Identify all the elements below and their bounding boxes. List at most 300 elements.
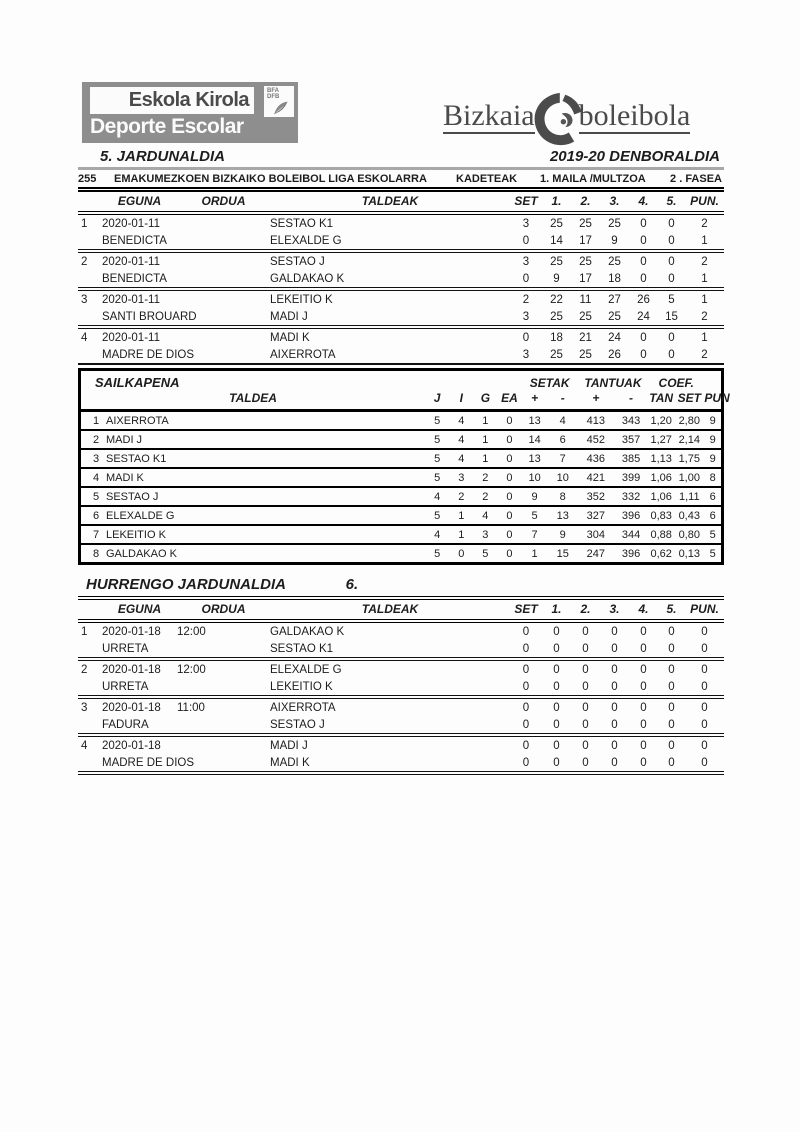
team-rank: 7 xyxy=(93,529,100,541)
home-points: 2 xyxy=(701,218,708,230)
match-venue: MADRE DE DIOS xyxy=(102,349,195,361)
team-name: MADI K xyxy=(106,472,144,484)
league-phase: 2 . FASEA xyxy=(670,173,722,185)
home-set3: 0 xyxy=(611,740,618,752)
match-venue: FADURA xyxy=(102,719,149,731)
cell-pun: 9 xyxy=(709,434,716,446)
cell-sets-plus: 7 xyxy=(531,529,538,541)
bizkaia-text: Bizkaia xyxy=(443,98,535,132)
match-time xyxy=(177,289,270,308)
away-team: ELEXALDE G xyxy=(270,235,342,247)
standings-row xyxy=(80,487,723,506)
cell-sets-plus: 10 xyxy=(528,472,541,484)
team-name: ELEXALDE G xyxy=(106,510,175,522)
away-team: GALDAKAO K xyxy=(270,273,345,285)
cell-empty xyxy=(78,270,102,289)
cell-coef-set: 0,13 xyxy=(678,548,700,560)
team-rank: 5 xyxy=(93,491,100,503)
match-number: 4 xyxy=(81,740,88,752)
cell-pun: 6 xyxy=(709,491,716,503)
match-away-row xyxy=(78,754,724,773)
match-number: 1 xyxy=(81,218,88,230)
next-header-row xyxy=(78,598,724,621)
cell-sets-minus: 4 xyxy=(559,415,566,427)
away-set2: 0 xyxy=(582,757,589,769)
cell-coef-tan: 1,27 xyxy=(650,434,672,446)
standings-row xyxy=(80,468,723,487)
team-rank: 8 xyxy=(93,548,100,560)
cell-pun: 5 xyxy=(709,529,716,541)
match-home-row xyxy=(78,697,724,716)
away-set2: 17 xyxy=(579,235,592,247)
away-set5: 0 xyxy=(668,643,675,655)
home-set1: 25 xyxy=(550,218,563,230)
cell-coef-tan: 0,83 xyxy=(650,510,672,522)
cell-g: 3 xyxy=(482,529,489,541)
col-ea: EA xyxy=(501,391,518,405)
away-points: 1 xyxy=(701,273,708,285)
away-points: 0 xyxy=(701,719,708,731)
standings-title: SAILKAPENA xyxy=(95,375,180,390)
bizkaia-emblem-icon xyxy=(531,90,585,148)
cell-empty xyxy=(78,678,102,697)
col-set2: 2. xyxy=(580,194,591,208)
eskola-kirola-band xyxy=(90,87,254,114)
away-points: 0 xyxy=(701,757,708,769)
group-tantuak: TANTUAK xyxy=(584,375,642,390)
away-sets-won: 0 xyxy=(522,681,530,693)
match-date: 2020-01-18 xyxy=(102,702,161,714)
cell-j: 5 xyxy=(434,453,441,465)
match-date: 2020-01-11 xyxy=(102,218,160,230)
cell-ea: 0 xyxy=(506,415,513,427)
home-set2: 25 xyxy=(579,256,592,268)
team-cell xyxy=(80,468,426,487)
cell-sets-plus: 14 xyxy=(528,434,541,446)
cell-empty xyxy=(78,346,102,364)
cell-j: 5 xyxy=(434,510,441,522)
away-points: 0 xyxy=(701,681,708,693)
col-taldea: TALDEA xyxy=(229,391,277,405)
cell-sets-minus: 13 xyxy=(556,510,569,522)
col-set1: 1. xyxy=(551,194,562,208)
cell-tan-plus: 452 xyxy=(586,434,606,446)
cell-g: 5 xyxy=(482,548,489,560)
away-set4: 0 xyxy=(640,235,647,247)
match-venue: URRETA xyxy=(102,643,149,655)
title-row xyxy=(78,148,724,167)
home-team: SESTAO J xyxy=(270,256,325,268)
cell-g: 2 xyxy=(482,491,489,503)
away-team: AIXERROTA xyxy=(270,349,336,361)
away-set4: 0 xyxy=(640,757,647,769)
cell-coef-tan: 1,06 xyxy=(650,472,672,484)
cell-coef-tan: 0,88 xyxy=(650,529,672,541)
away-set2: 0 xyxy=(582,719,589,731)
team-rank: 6 xyxy=(93,510,100,522)
match-time: 11:00 xyxy=(177,702,205,714)
match-date: 2020-01-11 xyxy=(102,332,160,344)
home-set3: 0 xyxy=(611,664,618,676)
match-time xyxy=(177,735,270,754)
match-number: 4 xyxy=(81,332,88,344)
home-set1: 18 xyxy=(550,332,563,344)
away-set3: 0 xyxy=(611,643,618,655)
home-set5: 0 xyxy=(668,740,675,752)
standings-body xyxy=(80,411,723,564)
team-cell xyxy=(80,430,426,449)
home-set4: 0 xyxy=(640,332,647,344)
cell-pun: 8 xyxy=(709,472,716,484)
home-set4: 0 xyxy=(640,626,647,638)
away-set4: 24 xyxy=(637,311,650,323)
away-set4: 0 xyxy=(640,349,647,361)
matchday-title: 5. JARDUNALDIA xyxy=(100,148,226,165)
group-empty xyxy=(704,370,722,391)
match-home-row xyxy=(78,251,724,270)
cell-empty xyxy=(78,232,102,251)
away-set2: 0 xyxy=(582,681,589,693)
home-set4: 0 xyxy=(640,740,647,752)
away-set3: 25 xyxy=(608,311,621,323)
team-name: AIXERROTA xyxy=(106,415,169,427)
cell-tan-minus: 385 xyxy=(621,453,641,465)
match-number: 2 xyxy=(81,664,88,676)
home-set4: 26 xyxy=(637,294,650,306)
cell-empty xyxy=(78,754,102,773)
match-time xyxy=(177,213,270,232)
cell-tan-plus: 352 xyxy=(586,491,606,503)
standings-group-header-row xyxy=(80,370,723,391)
home-set3: 24 xyxy=(608,332,621,344)
cell-sets-plus: 5 xyxy=(531,510,538,522)
team-cell xyxy=(80,411,426,431)
away-set1: 0 xyxy=(553,681,560,693)
cell-j: 5 xyxy=(434,415,441,427)
away-set2: 25 xyxy=(579,349,592,361)
results-header-row xyxy=(78,192,724,213)
team-cell xyxy=(80,506,426,525)
home-set3: 25 xyxy=(608,218,621,230)
home-set1: 0 xyxy=(553,664,560,676)
match-away-row xyxy=(78,640,724,659)
col-j: J xyxy=(433,391,441,405)
match-away-row xyxy=(78,346,724,364)
away-team: SESTAO J xyxy=(270,719,325,731)
cell-j: 4 xyxy=(434,529,441,541)
away-set1: 25 xyxy=(550,311,563,323)
cell-coef-set: 2,14 xyxy=(678,434,700,446)
cell-tan-plus: 413 xyxy=(586,415,606,427)
match-time: 12:00 xyxy=(177,664,206,676)
away-set2: 25 xyxy=(579,311,592,323)
home-team: AIXERROTA xyxy=(270,702,336,714)
away-set5: 0 xyxy=(668,273,675,285)
col-tan-plus: + xyxy=(592,391,600,405)
cell-empty xyxy=(78,716,102,735)
home-set2: 0 xyxy=(582,626,589,638)
home-set4: 0 xyxy=(640,664,647,676)
away-points: 1 xyxy=(701,235,708,247)
standings-column-header-row xyxy=(80,390,723,411)
team-name: GALDAKAO K xyxy=(106,548,177,560)
home-set1: 22 xyxy=(550,294,563,306)
home-points: 0 xyxy=(701,664,708,676)
home-set2: 21 xyxy=(579,332,592,344)
cell-sets-minus: 15 xyxy=(556,548,569,560)
col-set1-b: 1. xyxy=(551,602,562,616)
cell-g: 1 xyxy=(482,415,489,427)
league-category: KADETEAK xyxy=(456,173,518,185)
match-number: 1 xyxy=(81,626,88,638)
team-rank: 1 xyxy=(93,415,100,427)
away-set1: 0 xyxy=(553,757,560,769)
cell-tan-plus: 421 xyxy=(586,472,606,484)
cell-tan-minus: 332 xyxy=(621,491,641,503)
away-set3: 9 xyxy=(611,235,618,247)
bfa-leaf-icon xyxy=(273,101,289,115)
cell-j: 5 xyxy=(434,434,441,446)
away-team: MADI K xyxy=(270,757,310,769)
cell-tan-plus: 304 xyxy=(586,529,606,541)
league-info-bar xyxy=(78,170,724,192)
cell-tan-plus: 436 xyxy=(586,453,606,465)
cell-tan-minus: 343 xyxy=(621,415,641,427)
away-set4: 0 xyxy=(640,681,647,693)
cell-g: 4 xyxy=(482,510,489,522)
home-set4: 0 xyxy=(640,218,647,230)
badge-line-bfa: BFA xyxy=(267,88,279,94)
away-points: 0 xyxy=(701,643,708,655)
home-sets-won: 3 xyxy=(522,256,530,268)
away-team: SESTAO K1 xyxy=(270,643,334,655)
match-number: 3 xyxy=(81,294,88,306)
cell-sets-plus: 13 xyxy=(528,453,541,465)
col-i: I xyxy=(459,391,463,405)
boleibola-text: boleibola xyxy=(578,98,691,132)
cell-j: 5 xyxy=(434,472,441,484)
away-set1: 14 xyxy=(550,235,563,247)
away-sets-won: 0 xyxy=(522,757,530,769)
cell-i: 4 xyxy=(458,453,465,465)
home-set4: 0 xyxy=(640,256,647,268)
home-set1: 25 xyxy=(550,256,563,268)
team-cell xyxy=(80,544,426,564)
league-level: 1. MAILA /MULTZOA xyxy=(540,173,646,185)
team-cell xyxy=(80,487,426,506)
next-matchday-table xyxy=(78,596,724,775)
away-set3: 0 xyxy=(611,757,618,769)
team-name: SESTAO J xyxy=(106,491,159,503)
home-set2: 0 xyxy=(582,740,589,752)
home-set2: 0 xyxy=(582,664,589,676)
home-set2: 25 xyxy=(579,218,592,230)
team-rank: 4 xyxy=(93,472,100,484)
away-points: 2 xyxy=(701,349,708,361)
col-sets-minus: - xyxy=(560,391,565,405)
cell-g: 2 xyxy=(482,472,489,484)
away-set1: 9 xyxy=(553,273,560,285)
cell-i: 2 xyxy=(458,491,465,503)
match-date: 2020-01-18 xyxy=(102,740,161,752)
away-sets-won: 3 xyxy=(522,349,530,361)
cell-sets-plus: 1 xyxy=(531,548,538,560)
home-set3: 27 xyxy=(608,294,621,306)
col-set4: 4. xyxy=(638,194,649,208)
home-set3: 0 xyxy=(611,626,618,638)
home-team: LEKEITIO K xyxy=(270,294,333,306)
col-pun2: PUN xyxy=(704,391,730,405)
standings-row xyxy=(80,430,723,449)
away-set5: 0 xyxy=(668,349,675,361)
results-body xyxy=(78,213,724,364)
team-name: SESTAO K1 xyxy=(106,453,167,465)
cell-j: 5 xyxy=(434,548,441,560)
cell-tan-minus: 357 xyxy=(621,434,641,446)
away-set4: 0 xyxy=(640,643,647,655)
home-set3: 25 xyxy=(608,256,621,268)
home-team: MADI K xyxy=(270,332,310,344)
cell-ea: 0 xyxy=(506,510,513,522)
home-set5: 0 xyxy=(668,332,675,344)
away-set5: 0 xyxy=(668,235,675,247)
bizkaia-boleibola-logo xyxy=(443,86,725,148)
cell-sets-plus: 13 xyxy=(528,415,541,427)
standings-row xyxy=(80,544,723,564)
col-taldeak2: TALDEAK xyxy=(361,602,419,616)
home-team: ELEXALDE G xyxy=(270,664,342,676)
match-date: 2020-01-18 xyxy=(102,626,161,638)
cell-sets-minus: 9 xyxy=(559,529,566,541)
cell-coef-set: 0,80 xyxy=(678,529,700,541)
home-sets-won: 3 xyxy=(522,218,530,230)
col-set3: 3. xyxy=(609,194,620,208)
cell-g: 1 xyxy=(482,453,489,465)
home-set1: 0 xyxy=(553,740,560,752)
match-venue: URRETA xyxy=(102,681,149,693)
home-sets-won: 2 xyxy=(522,294,530,306)
match-venue: BENEDICTA xyxy=(102,235,167,247)
cell-ea: 0 xyxy=(506,491,513,503)
home-points: 1 xyxy=(701,294,708,306)
col-set5: 5. xyxy=(666,194,677,208)
away-team: MADI J xyxy=(270,311,308,323)
standings-row xyxy=(80,506,723,525)
col-set2-b: 2. xyxy=(580,602,591,616)
match-date: 2020-01-18 xyxy=(102,664,161,676)
cell-tan-plus: 327 xyxy=(586,510,606,522)
cell-ea: 0 xyxy=(506,548,513,560)
col-eguna: EGUNA xyxy=(117,194,162,208)
col-empty2 xyxy=(78,598,102,621)
cell-empty xyxy=(78,640,102,659)
home-points: 0 xyxy=(701,626,708,638)
home-set2: 11 xyxy=(579,294,592,306)
home-team: MADI J xyxy=(270,740,308,752)
next-matchday-title xyxy=(78,576,724,593)
match-date: 2020-01-11 xyxy=(102,294,160,306)
match-time xyxy=(177,251,270,270)
cell-pun: 6 xyxy=(709,510,716,522)
home-set5: 5 xyxy=(668,294,675,306)
match-time: 12:00 xyxy=(177,626,206,638)
home-sets-won: 0 xyxy=(522,626,530,638)
away-set1: 25 xyxy=(550,349,563,361)
home-sets-won: 0 xyxy=(522,664,530,676)
col-pun: PUN. xyxy=(690,194,719,208)
standings-row xyxy=(80,411,723,431)
cell-coef-tan: 1,13 xyxy=(650,453,672,465)
team-cell xyxy=(80,525,426,544)
cell-tan-minus: 399 xyxy=(621,472,641,484)
next-matchday-number: 6. xyxy=(345,576,359,593)
cell-j: 4 xyxy=(434,491,441,503)
cell-i: 4 xyxy=(458,415,465,427)
away-set2: 17 xyxy=(579,273,592,285)
cell-coef-set: 0,43 xyxy=(678,510,700,522)
home-set5: 0 xyxy=(668,702,675,714)
season-title: 2019-20 DENBORALDIA xyxy=(549,148,720,165)
cell-coef-set: 1,75 xyxy=(678,453,700,465)
home-set4: 0 xyxy=(640,702,647,714)
away-sets-won: 0 xyxy=(522,643,530,655)
cell-coef-set: 2,80 xyxy=(678,415,700,427)
next-body xyxy=(78,621,724,773)
col-tan-minus: - xyxy=(629,391,634,405)
home-points: 1 xyxy=(701,332,708,344)
home-sets-won: 0 xyxy=(522,740,530,752)
team-name: LEKEITIO K xyxy=(106,529,166,541)
col-sets-plus: + xyxy=(531,391,539,405)
col-set: SET xyxy=(514,194,538,208)
cell-coef-tan: 0,62 xyxy=(650,548,672,560)
away-set1: 0 xyxy=(553,643,560,655)
match-venue: SANTI BROUARD xyxy=(102,311,197,323)
group-coef: COEF. xyxy=(658,375,694,390)
match-away-row xyxy=(78,716,724,735)
cell-sets-minus: 10 xyxy=(556,472,569,484)
home-sets-won: 0 xyxy=(522,702,530,714)
cell-coef-set: 1,11 xyxy=(678,491,700,503)
match-away-row xyxy=(78,308,724,327)
standings-row xyxy=(80,525,723,544)
match-home-row xyxy=(78,659,724,678)
badge-line-dfb: DFB xyxy=(267,94,280,100)
cell-ea: 0 xyxy=(506,434,513,446)
cell-g: 1 xyxy=(482,434,489,446)
away-sets-won: 3 xyxy=(522,311,530,323)
league-name: EMAKUMEZKOEN BIZKAIKO BOLEIBOL LIGA ESKOLARRA xyxy=(114,173,427,185)
cell-pun: 5 xyxy=(709,548,716,560)
eskola-kirola-text: Eskola Kirola xyxy=(128,89,249,111)
col-ordua: ORDUA xyxy=(201,194,246,208)
home-points: 0 xyxy=(701,740,708,752)
cell-pun: 9 xyxy=(709,415,716,427)
home-set5: 0 xyxy=(668,218,675,230)
team-name: MADI J xyxy=(106,434,143,446)
col-set3-b: 3. xyxy=(609,602,620,616)
away-set5: 15 xyxy=(665,311,678,323)
team-cell xyxy=(80,449,426,468)
cell-tan-minus: 344 xyxy=(621,529,641,541)
col-taldeak: TALDEAK xyxy=(361,194,419,208)
match-away-row xyxy=(78,678,724,697)
cell-ea: 0 xyxy=(506,529,513,541)
away-set5: 0 xyxy=(668,681,675,693)
team-rank: 3 xyxy=(93,453,100,465)
match-time xyxy=(177,327,270,346)
cell-sets-minus: 7 xyxy=(559,453,566,465)
